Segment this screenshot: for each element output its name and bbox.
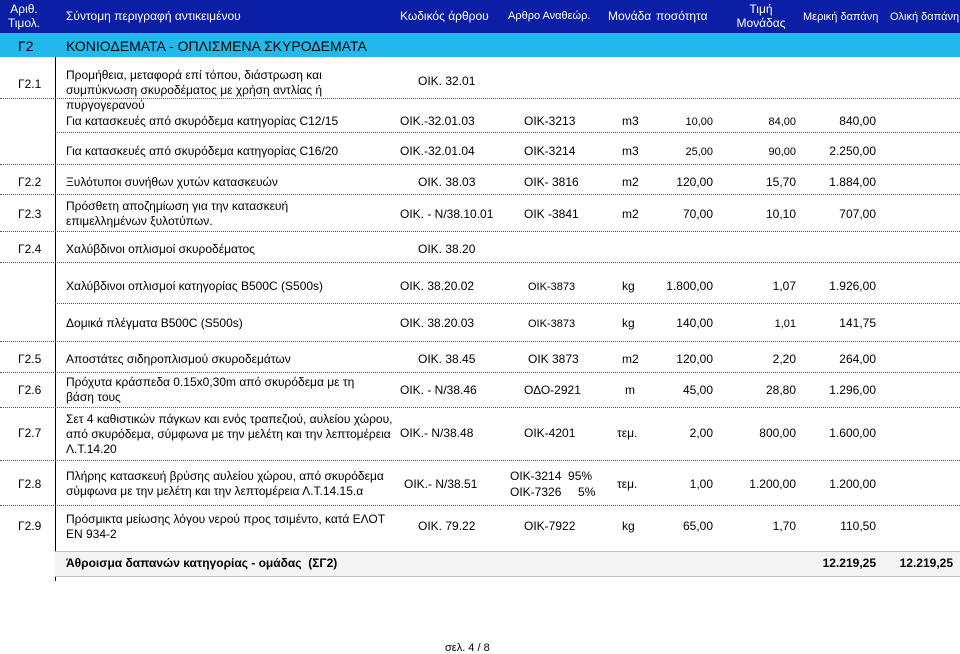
row-unit: m <box>625 383 635 397</box>
row-price: 2,20 <box>772 352 796 366</box>
row-quantity: 45,00 <box>682 383 713 397</box>
total-partial: 12.219,25 <box>822 556 876 570</box>
row-article: ΟΙΚ.- N/38.51 <box>404 477 478 491</box>
row-revision: ΟΙΚ -3841 <box>524 207 579 221</box>
row-unit: τεμ. <box>617 477 638 491</box>
row-divider <box>0 341 960 342</box>
row-code: Γ2.4 <box>18 242 42 256</box>
row-partial: 1.884,00 <box>829 175 876 189</box>
row-revision: ΟΙΚ-3873 <box>528 318 576 330</box>
row-quantity: 25,00 <box>685 146 713 158</box>
row-quantity: 120,00 <box>676 352 713 366</box>
row-code: Γ2.9 <box>18 519 42 533</box>
row-article: ΟΙΚ. - N/38.46 <box>400 383 477 397</box>
row-quantity: 2,00 <box>689 426 713 440</box>
header-code-line1: Αριθ. <box>10 2 38 16</box>
header-price <box>726 2 796 30</box>
row-price: 90,00 <box>768 146 796 158</box>
row-code: Γ2.5 <box>18 352 42 366</box>
row-description: Πρόχυτα κράσπεδα 0.15x0,30m από σκυρόδεμα με τη βάση τους <box>66 375 355 404</box>
row-description: Χαλύβδινοι οπλισμοί σκυροδέματος <box>66 242 255 256</box>
header-quantity: ποσότητα <box>656 9 708 23</box>
row-divider <box>0 372 960 373</box>
row-quantity: 70,00 <box>682 207 713 221</box>
row-article: ΟΙΚ. - N/38.10.01 <box>400 207 494 221</box>
row-partial: 707,00 <box>839 207 876 221</box>
row-quantity: 1.800,00 <box>666 279 713 293</box>
row-article: ΟΙΚ. 79.22 <box>418 519 476 533</box>
row-quantity: 140,00 <box>676 316 713 330</box>
row-partial: 2.250,00 <box>829 144 876 158</box>
row-description: Προμήθεια, μεταφορά επί τόπου, διάστρωση και συμπύκνωση σκυροδέματος με χρήση αντλίας ή πυργογερανού <box>66 68 323 112</box>
row-partial: 840,00 <box>839 114 876 128</box>
row-description: Ξυλότυποι συνήθων χυτών κατασκευών <box>66 175 278 189</box>
row-unit: kg <box>622 519 635 533</box>
row-price: 10,10 <box>765 207 796 221</box>
row-description: Πρόσμικτα μείωσης λόγου νερού προς τσιμέντο, κατά ΕΛΟΤ EN 934-2 <box>66 512 385 541</box>
row-unit: m3 <box>622 114 639 128</box>
header-partial: Μερική δαπάνη <box>803 11 879 23</box>
row-unit: m2 <box>622 207 639 221</box>
row-description: Για κατασκευές από σκυρόδεμα κατηγορίας C16/20 <box>66 144 339 158</box>
row-description: Χαλύβδινοι οπλισμοί κατηγορίας B500C (S500s) <box>66 279 324 293</box>
row-divider <box>0 164 960 165</box>
row-price: 15,70 <box>765 175 796 189</box>
row-revision: ΟΙΚ 3873 <box>528 352 579 366</box>
row-quantity: 1,00 <box>689 477 713 491</box>
row-article: ΟΙΚ. 38.45 <box>418 352 476 366</box>
row-divider <box>0 505 960 506</box>
row-description: Πρόσθετη αποζημίωση για την κατασκευή επιμελλημένων ξυλοτύπων. <box>66 199 289 228</box>
row-revision: ΟΙΚ-4201 <box>524 426 576 440</box>
row-revision: ΟΙΚ- 3816 <box>524 175 579 189</box>
section-title: ΚΟΝΙΟΔΕΜΑΤΑ - ΟΠΛΙΣΜΕΝΑ ΣΚΥΡΟΔΕΜΑΤΑ <box>66 38 367 54</box>
row-unit: m2 <box>622 352 639 366</box>
row-code: Γ2.8 <box>18 477 42 491</box>
row-divider <box>0 407 960 408</box>
header-price-line1: Τιμή <box>749 2 773 16</box>
section-band <box>0 33 960 57</box>
row-partial: 110,50 <box>840 519 876 533</box>
row-unit: τεμ. <box>617 426 638 440</box>
row-code: Γ2.2 <box>18 175 42 189</box>
row-revision-line2: ΟΙΚ-7326 5% <box>510 485 596 499</box>
row-partial: 1.926,00 <box>829 279 876 293</box>
page-number: σελ. 4 / 8 <box>445 642 490 654</box>
row-revision-line1: ΟΙΚ-3214 95% <box>510 469 593 483</box>
row-unit: m2 <box>622 175 639 189</box>
row-price: 1,70 <box>772 519 796 533</box>
row-article: ΟΙΚ. 38.20.02 <box>400 279 475 293</box>
section-code: Γ2 <box>18 38 34 54</box>
row-partial: 141,75 <box>839 316 876 330</box>
row-unit: kg <box>622 316 635 330</box>
row-unit: kg <box>622 279 635 293</box>
header-description: Σύντομη περιγραφή αντικειμένου <box>66 9 241 23</box>
row-price: 1,01 <box>774 318 796 330</box>
row-revision: ΟΙΚ-3873 <box>528 281 576 293</box>
row-article: ΟΙΚ. 32.01 <box>418 74 476 88</box>
row-divider <box>0 194 960 195</box>
row-code: Γ2.6 <box>18 383 42 397</box>
row-price: 1,07 <box>772 279 796 293</box>
row-partial: 1.200,00 <box>829 477 876 491</box>
row-description: Δομικά πλέγματα B500C (S500s) <box>66 316 243 330</box>
row-quantity: 10,00 <box>685 116 713 128</box>
header-code <box>4 2 44 30</box>
row-divider <box>0 460 960 461</box>
row-description: Πλήρης κατασκευή βρύσης αυλείου χώρου, από σκυρόδεμα σύμφωνα με την μελέτη και την λεπτομέρεια Λ.Τ.14.15.α <box>66 469 384 498</box>
row-article: ΟΙΚ. 38.20.03 <box>400 316 475 330</box>
header-item-code: Κωδικός άρθρου <box>400 9 489 23</box>
row-revision: ΟΔΟ-2921 <box>524 383 581 397</box>
table-header <box>0 0 960 33</box>
row-article: ΟΙΚ.-32.01.04 <box>400 144 475 158</box>
row-price: 1.200,00 <box>749 477 796 491</box>
row-description: Αποστάτες σιδηροπλισμού σκυροδεμάτων <box>66 352 291 366</box>
header-code-line2: Τιμολ. <box>7 16 41 30</box>
row-code: Γ2.1 <box>18 77 42 91</box>
row-revision: ΟΙΚ-7922 <box>524 519 576 533</box>
row-divider <box>55 132 960 133</box>
row-article: ΟΙΚ.-32.01.03 <box>400 114 475 128</box>
row-partial: 1.296,00 <box>829 383 876 397</box>
row-code: Γ2.7 <box>18 426 42 440</box>
header-unit: Μονάδα <box>608 9 652 23</box>
row-revision: ΟΙΚ-3214 <box>524 144 576 158</box>
row-code: Γ2.3 <box>18 207 42 221</box>
header-price-line2: Μονάδας <box>736 16 786 30</box>
row-partial: 1.600,00 <box>829 426 876 440</box>
row-divider <box>0 231 960 232</box>
row-quantity: 65,00 <box>682 519 713 533</box>
row-description: Για κατασκευές από σκυρόδεμα κατηγορίας C12/15 <box>66 114 339 128</box>
left-column-border <box>55 57 56 581</box>
row-description: Σετ 4 καθιστικών πάγκων και ενός τραπεζιού, αυλείου χώρου, από σκυρόδεμα, σύμφωνα με την μελέτη και την λεπτομέρεια Λ.Τ.14.20 <box>66 412 393 456</box>
row-unit: m3 <box>622 144 639 158</box>
row-quantity: 120,00 <box>676 175 713 189</box>
row-price: 28,80 <box>765 383 796 397</box>
total-overall: 12.219,25 <box>899 556 953 570</box>
row-price: 84,00 <box>768 116 796 128</box>
row-divider <box>55 303 960 304</box>
row-partial: 264,00 <box>839 352 876 366</box>
row-article: ΟΙΚ. 38.20 <box>418 242 476 256</box>
header-revision: Αρθρο Αναθεώρ. <box>508 10 591 22</box>
total-label: Άθροισμα δαπανών κατηγορίας - ομάδας (ΣΓ2) <box>66 556 338 570</box>
total-row <box>55 551 960 577</box>
row-article: ΟΙΚ. 38.03 <box>418 175 476 189</box>
row-divider <box>0 262 960 263</box>
row-price: 800,00 <box>759 426 796 440</box>
header-total: Ολική δαπάνη <box>890 11 960 23</box>
row-divider <box>0 98 960 99</box>
row-article: ΟΙΚ.- N/38.48 <box>400 426 474 440</box>
row-revision: ΟΙΚ-3213 <box>524 114 576 128</box>
